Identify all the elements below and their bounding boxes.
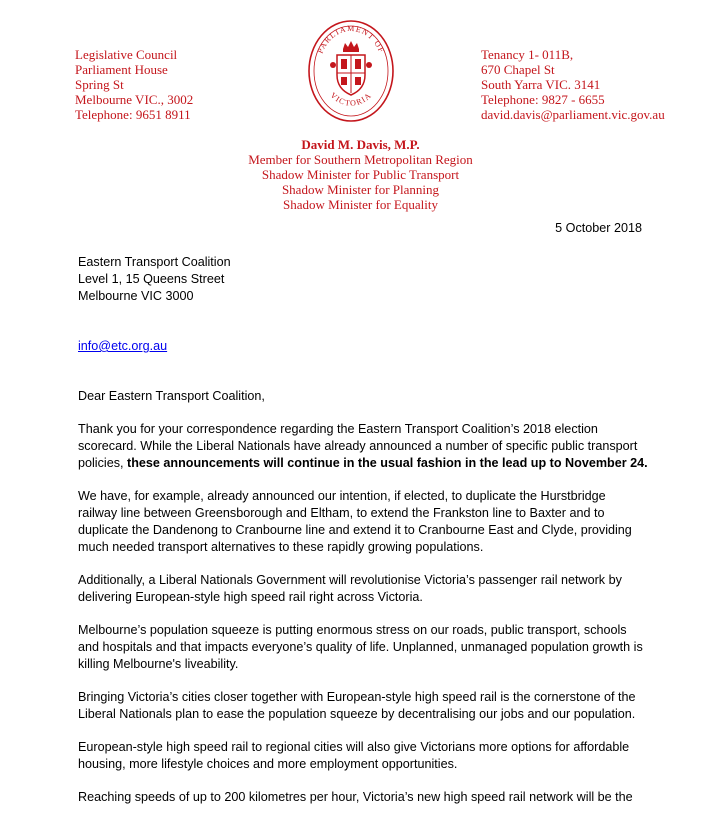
mp-name: David M. Davis, M.P.	[301, 137, 420, 152]
svg-text:PARLIAMENT OF: PARLIAMENT OF	[315, 23, 387, 55]
left-address-block	[75, 47, 193, 122]
paragraph: We have, for example, already announced our intention, if elected, to duplicate the Hurstbridge railway line between Greensborough and Eltham, to extend the Frankston line to Baxter and to duplicate the Dandenong to Cranbourne line and extend it to Cranbourne East and Clyde, providing much needed transport alternatives to these rapidly growing populations.	[78, 489, 632, 554]
recipient-address	[78, 254, 231, 305]
paragraph-text: Thank you for your correspondence regarding the Eastern Transport Coalition’s 2018 election scorecard. While the Liberal Nationals have already announced a number of specific public transport policies,	[78, 422, 638, 470]
mp-role: Member for Southern Metropolitan Region	[248, 152, 473, 167]
mp-role: Shadow Minister for Equality	[283, 197, 438, 212]
address-line: Legislative Council	[75, 47, 178, 62]
address-line: Spring St	[75, 77, 124, 92]
mp-role: Shadow Minister for Planning	[281, 182, 440, 197]
address-line: Tenancy 1- 011B,	[481, 47, 574, 62]
address-line: Melbourne VIC., 3002	[75, 92, 194, 107]
address-line: Telephone: 9651 8911	[75, 107, 191, 122]
paragraph: Melbourne’s population squeeze is putting enormous stress on our roads, public transport, schools and hospitals and that impacts everyone’s quality of life. Unplanned, unmanaged population growth is killing Melbourne's liveability.	[78, 623, 643, 671]
letter-body	[78, 388, 648, 822]
paragraph	[78, 421, 648, 472]
paragraph: Reaching speeds of up to 200 kilometres per hour, Victoria’s new high speed rail network will be the	[78, 790, 633, 804]
address-line: Telephone: 9827 - 6655	[481, 92, 605, 107]
recipient-line: Melbourne VIC 3000	[78, 289, 194, 303]
recipient-line: Eastern Transport Coalition	[78, 255, 231, 269]
paragraph: Additionally, a Liberal Nationals Government will revolutionise Victoria’s passenger rail network by delivering European-style high speed rail right across Victoria.	[78, 573, 622, 604]
right-address-block	[481, 47, 665, 122]
letter-date: 5 October 2018	[555, 221, 642, 235]
mp-role: Shadow Minister for Public Transport	[261, 167, 460, 182]
paragraph: Bringing Victoria’s cities closer together with European-style high speed rail is the cornerstone of the Liberal Nationals plan to ease the population squeeze by decentralising our jobs and our population.	[78, 690, 636, 721]
salutation: Dear Eastern Transport Coalition,	[78, 389, 265, 403]
recipient-line: Level 1, 15 Queens Street	[78, 272, 225, 286]
recipient-email-link[interactable]: info@etc.org.au	[78, 339, 168, 353]
address-line: South Yarra VIC. 3141	[481, 77, 601, 92]
office-email: david.davis@parliament.vic.gov.au	[481, 107, 665, 122]
mp-title-block	[0, 137, 721, 212]
paragraph-bold-text: these announcements will continue in the usual fashion in the lead up to November 24.	[127, 456, 648, 470]
parliament-seal-logo	[307, 19, 395, 123]
address-line: 670 Chapel St	[481, 62, 555, 77]
address-line: Parliament House	[75, 62, 168, 77]
paragraph: European-style high speed rail to regional cities will also give Victorians more options for affordable housing, more lifestyle choices and more employment opportunities.	[78, 740, 630, 771]
svg-text:VICTORIA: VICTORIA	[328, 90, 374, 108]
